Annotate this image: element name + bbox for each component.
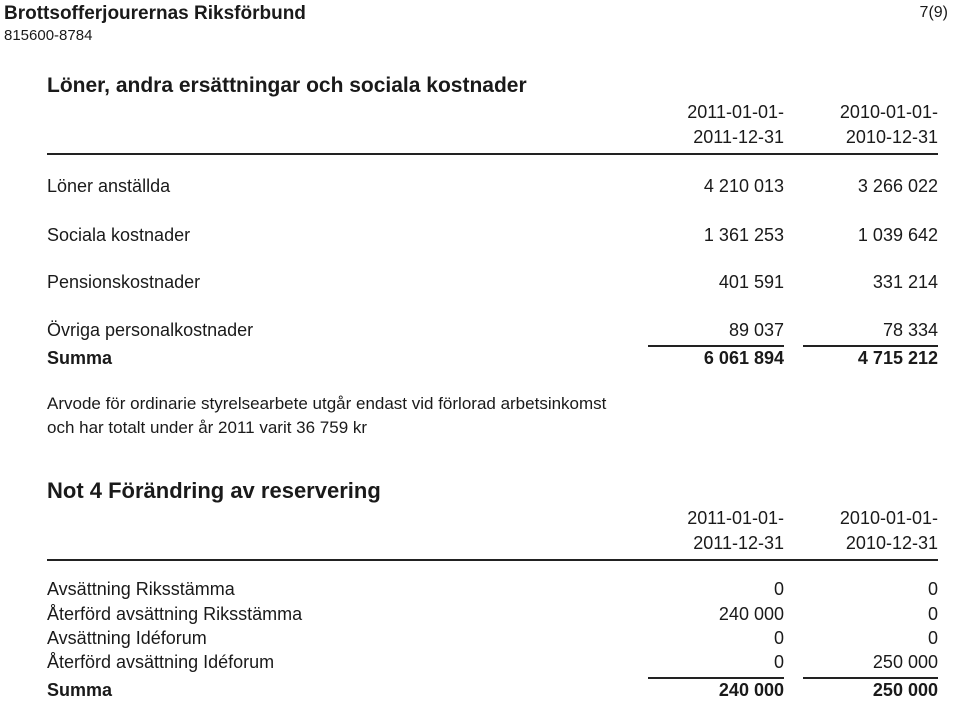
column-header-line: 2010-12-31 <box>845 533 938 553</box>
row-label: Pensionskostnader <box>47 272 201 292</box>
column-header-line: 2011-12-31 <box>693 127 784 147</box>
row-value-2010: 0 <box>927 628 938 648</box>
column-header-line: 2011-01-01- <box>687 102 784 122</box>
row-label: Sociala kostnader <box>47 225 191 245</box>
header-divider <box>47 559 938 561</box>
row-value-2010: 0 <box>927 579 938 599</box>
row-value-2011: 0 <box>773 652 784 672</box>
row-value-2010: 3 266 022 <box>857 176 938 196</box>
subtotal-line-2011 <box>648 345 784 347</box>
row-label: Avsättning Idéforum <box>47 628 207 648</box>
column-header-2010 <box>778 506 938 556</box>
row-label: Återförd avsättning Riksstämma <box>47 604 303 624</box>
column-header-line: 2010-01-01- <box>839 508 938 528</box>
column-header-line: 2010-01-01- <box>839 102 938 122</box>
row-value-2010: 0 <box>927 604 938 624</box>
row-value-2011: 401 591 <box>718 272 784 292</box>
row-value-2010: 1 039 642 <box>857 225 938 245</box>
column-header-line: 2011-12-31 <box>693 533 784 553</box>
row-label: Övriga personalkostnader <box>47 320 254 340</box>
total-value-2010: 4 715 212 <box>857 348 938 368</box>
total-value-2011: 240 000 <box>718 680 784 700</box>
row-value-2011: 240 000 <box>718 604 784 624</box>
subtotal-line-2011 <box>648 677 784 679</box>
total-value-2010: 250 000 <box>872 680 938 700</box>
row-value-2011: 89 037 <box>728 320 784 340</box>
organization-number: 815600-8784 <box>4 27 93 44</box>
row-value-2011: 0 <box>773 628 784 648</box>
board-fee-note <box>47 392 606 440</box>
row-value-2010: 331 214 <box>872 272 938 292</box>
row-label: Avsättning Riksstämma <box>47 579 235 599</box>
total-label: Summa <box>47 348 113 368</box>
row-value-2010: 250 000 <box>872 652 938 672</box>
row-value-2011: 0 <box>773 579 784 599</box>
row-label: Löner anställda <box>47 176 171 196</box>
column-header-2011 <box>624 506 784 556</box>
note-line: Arvode för ordinarie styrelsearbete utgår endast vid förlorad arbetsinkomst <box>47 394 607 413</box>
column-header-2011 <box>624 100 784 150</box>
row-value-2011: 4 210 013 <box>703 176 784 196</box>
total-label: Summa <box>47 680 113 700</box>
page-number: 7(9) <box>919 4 948 21</box>
organization-name: Brottsofferjourernas Riksförbund <box>4 3 306 24</box>
section-title-salaries: Löner, andra ersättningar och sociala kostnader <box>47 74 527 97</box>
row-label: Återförd avsättning Idéforum <box>47 652 275 672</box>
note-line: och har totalt under år 2011 varit 36 759 kr <box>47 418 368 437</box>
subtotal-line-2010 <box>803 345 938 347</box>
row-value-2011: 1 361 253 <box>703 225 784 245</box>
header-divider <box>47 153 938 155</box>
subtotal-line-2010 <box>803 677 938 679</box>
column-header-2010 <box>778 100 938 150</box>
section-title-reserve: Not 4 Förändring av reservering <box>47 478 381 503</box>
row-value-2010: 78 334 <box>882 320 938 340</box>
column-header-line: 2010-12-31 <box>845 127 938 147</box>
total-value-2011: 6 061 894 <box>703 348 784 368</box>
column-header-line: 2011-01-01- <box>687 508 784 528</box>
